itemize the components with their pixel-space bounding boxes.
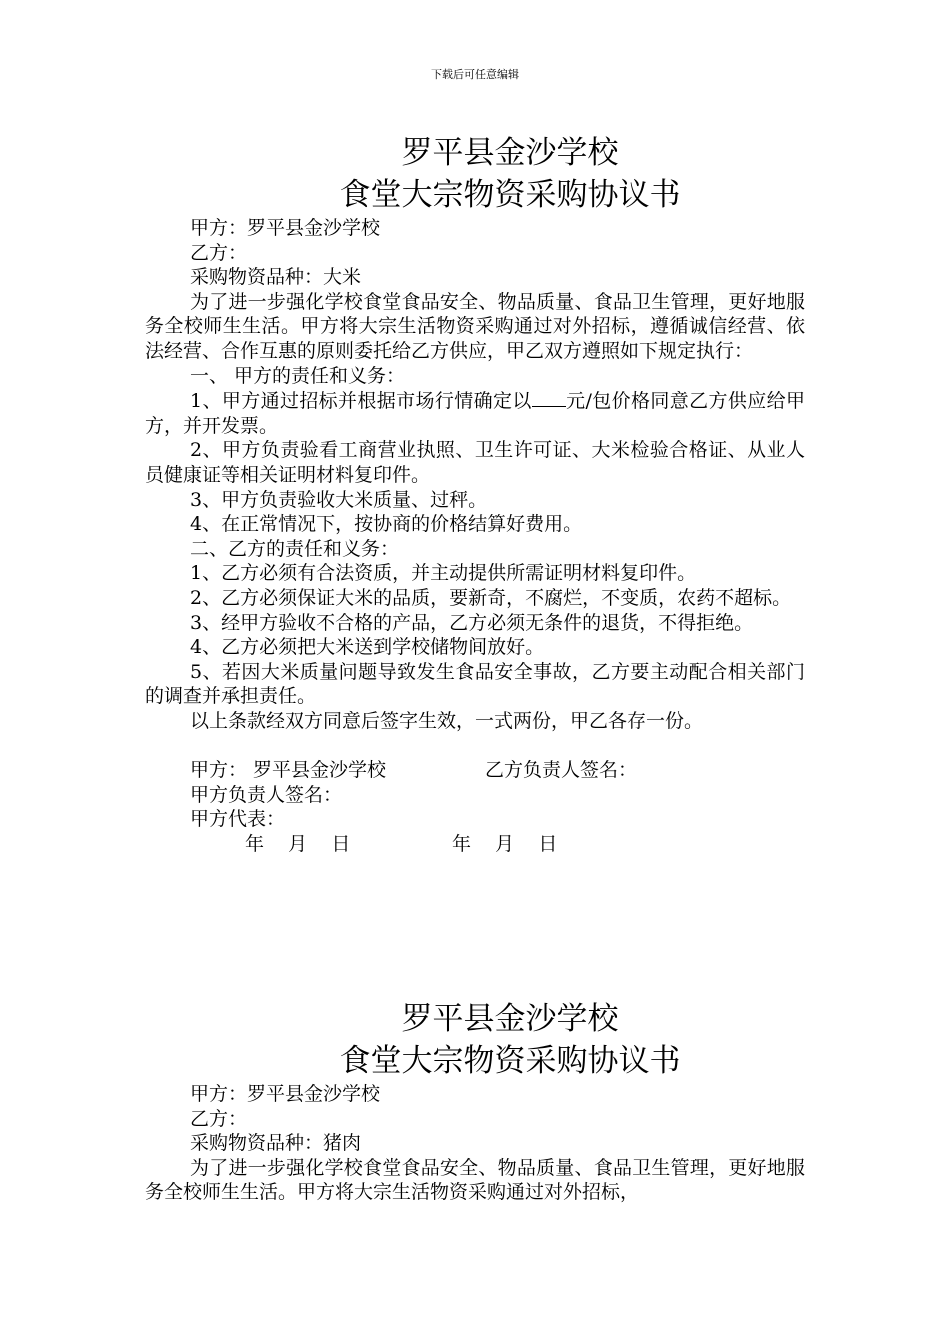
purchase-item: 采购物资品种：大米 <box>190 266 362 289</box>
section-2-item-2: 2、乙方必须保证大米的品质，要新奇，不腐烂，不变质，农药不超标。 <box>190 586 792 609</box>
party-a: 甲方：罗平县金沙学校 <box>190 217 381 239</box>
section-2-title: 二、乙方的责任和义务： <box>190 537 400 560</box>
date-row <box>145 832 805 857</box>
header-note: 下载后可任意编辑 <box>431 68 519 81</box>
section-1-item-1 <box>145 388 805 438</box>
sign-party-a-rep: 甲方代表： <box>190 808 286 831</box>
section-1-item-3: 3、甲方负责验收大米质量、过秤。 <box>190 488 488 511</box>
signature-row <box>145 758 805 783</box>
agreement-rice <box>145 132 805 856</box>
intro-paragraph: 为了进一步强化学校食堂食品安全、物品质量、食品卫生管理，更好地服务全校师生生活。甲方将大宗生活物资采购通过对外招标， <box>145 1156 805 1204</box>
party-b: 乙方： <box>190 241 248 264</box>
price-blank <box>532 388 566 407</box>
spacer <box>145 733 805 758</box>
doc-title-agreement: 食堂大宗物资采购协议书 <box>339 177 681 213</box>
section-2-item-4: 4、乙方必须把大米送到学校储物间放好。 <box>190 636 545 659</box>
date-party-b: 年 月 日 <box>452 832 558 855</box>
date-party-a: 年 月 日 <box>245 832 351 855</box>
sign-party-a: 甲方： 罗平县金沙学校 <box>190 759 387 782</box>
sign-party-b: 乙方负责人签名： <box>485 759 638 782</box>
item-1-text-pre: 1、甲方通过招标并根据市场行情确定以 <box>190 390 532 413</box>
doc-title-school: 罗平县金沙学校 <box>401 135 619 171</box>
section-2-item-1: 1、乙方必须有合法资质，并主动提供所需证明材料复印件。 <box>190 562 697 585</box>
agreement-pork <box>145 998 805 1205</box>
purchase-item: 采购物资品种：猪肉 <box>190 1132 362 1155</box>
party-a: 甲方：罗平县金沙学校 <box>190 1083 381 1105</box>
doc-title-school: 罗平县金沙学校 <box>401 1001 619 1037</box>
party-b: 乙方： <box>190 1107 248 1130</box>
section-1-title: 一、 甲方的责任和义务： <box>190 364 406 387</box>
section-1-item-4: 4、在正常情况下，按协商的价格结算好费用。 <box>190 513 583 536</box>
intro-paragraph: 为了进一步强化学校食堂食品安全、物品质量、食品卫生管理，更好地服务全校师生生活。甲方将大宗生活物资采购通过对外招标，遵循诚信经营、依法经营、合作互惠的原则委托给乙方供应，甲乙双方遵照如下规定执行： <box>145 290 805 362</box>
closing-clause: 以上条款经双方同意后签字生效，一式两份，甲乙各存一份。 <box>190 709 704 732</box>
item-1-text-post: 元/包价格同意乙方供应给甲方，并开发票。 <box>145 390 806 437</box>
doc-title-agreement: 食堂大宗物资采购协议书 <box>339 1043 681 1079</box>
section-2-item-3: 3、经甲方验收不合格的产品，乙方必须无条件的退货，不得拒绝。 <box>190 611 754 634</box>
sign-party-a-person: 甲方负责人签名： <box>190 783 343 806</box>
section-1-item-2: 2、甲方负责验看工商营业执照、卫生许可证、大米检验合格证、从业人员健康证等相关证明材料复印件。 <box>145 439 805 486</box>
section-2-item-5: 5、若因大米质量问题导致发生食品安全事故，乙方要主动配合相关部门的调查并承担责任。 <box>145 660 805 708</box>
